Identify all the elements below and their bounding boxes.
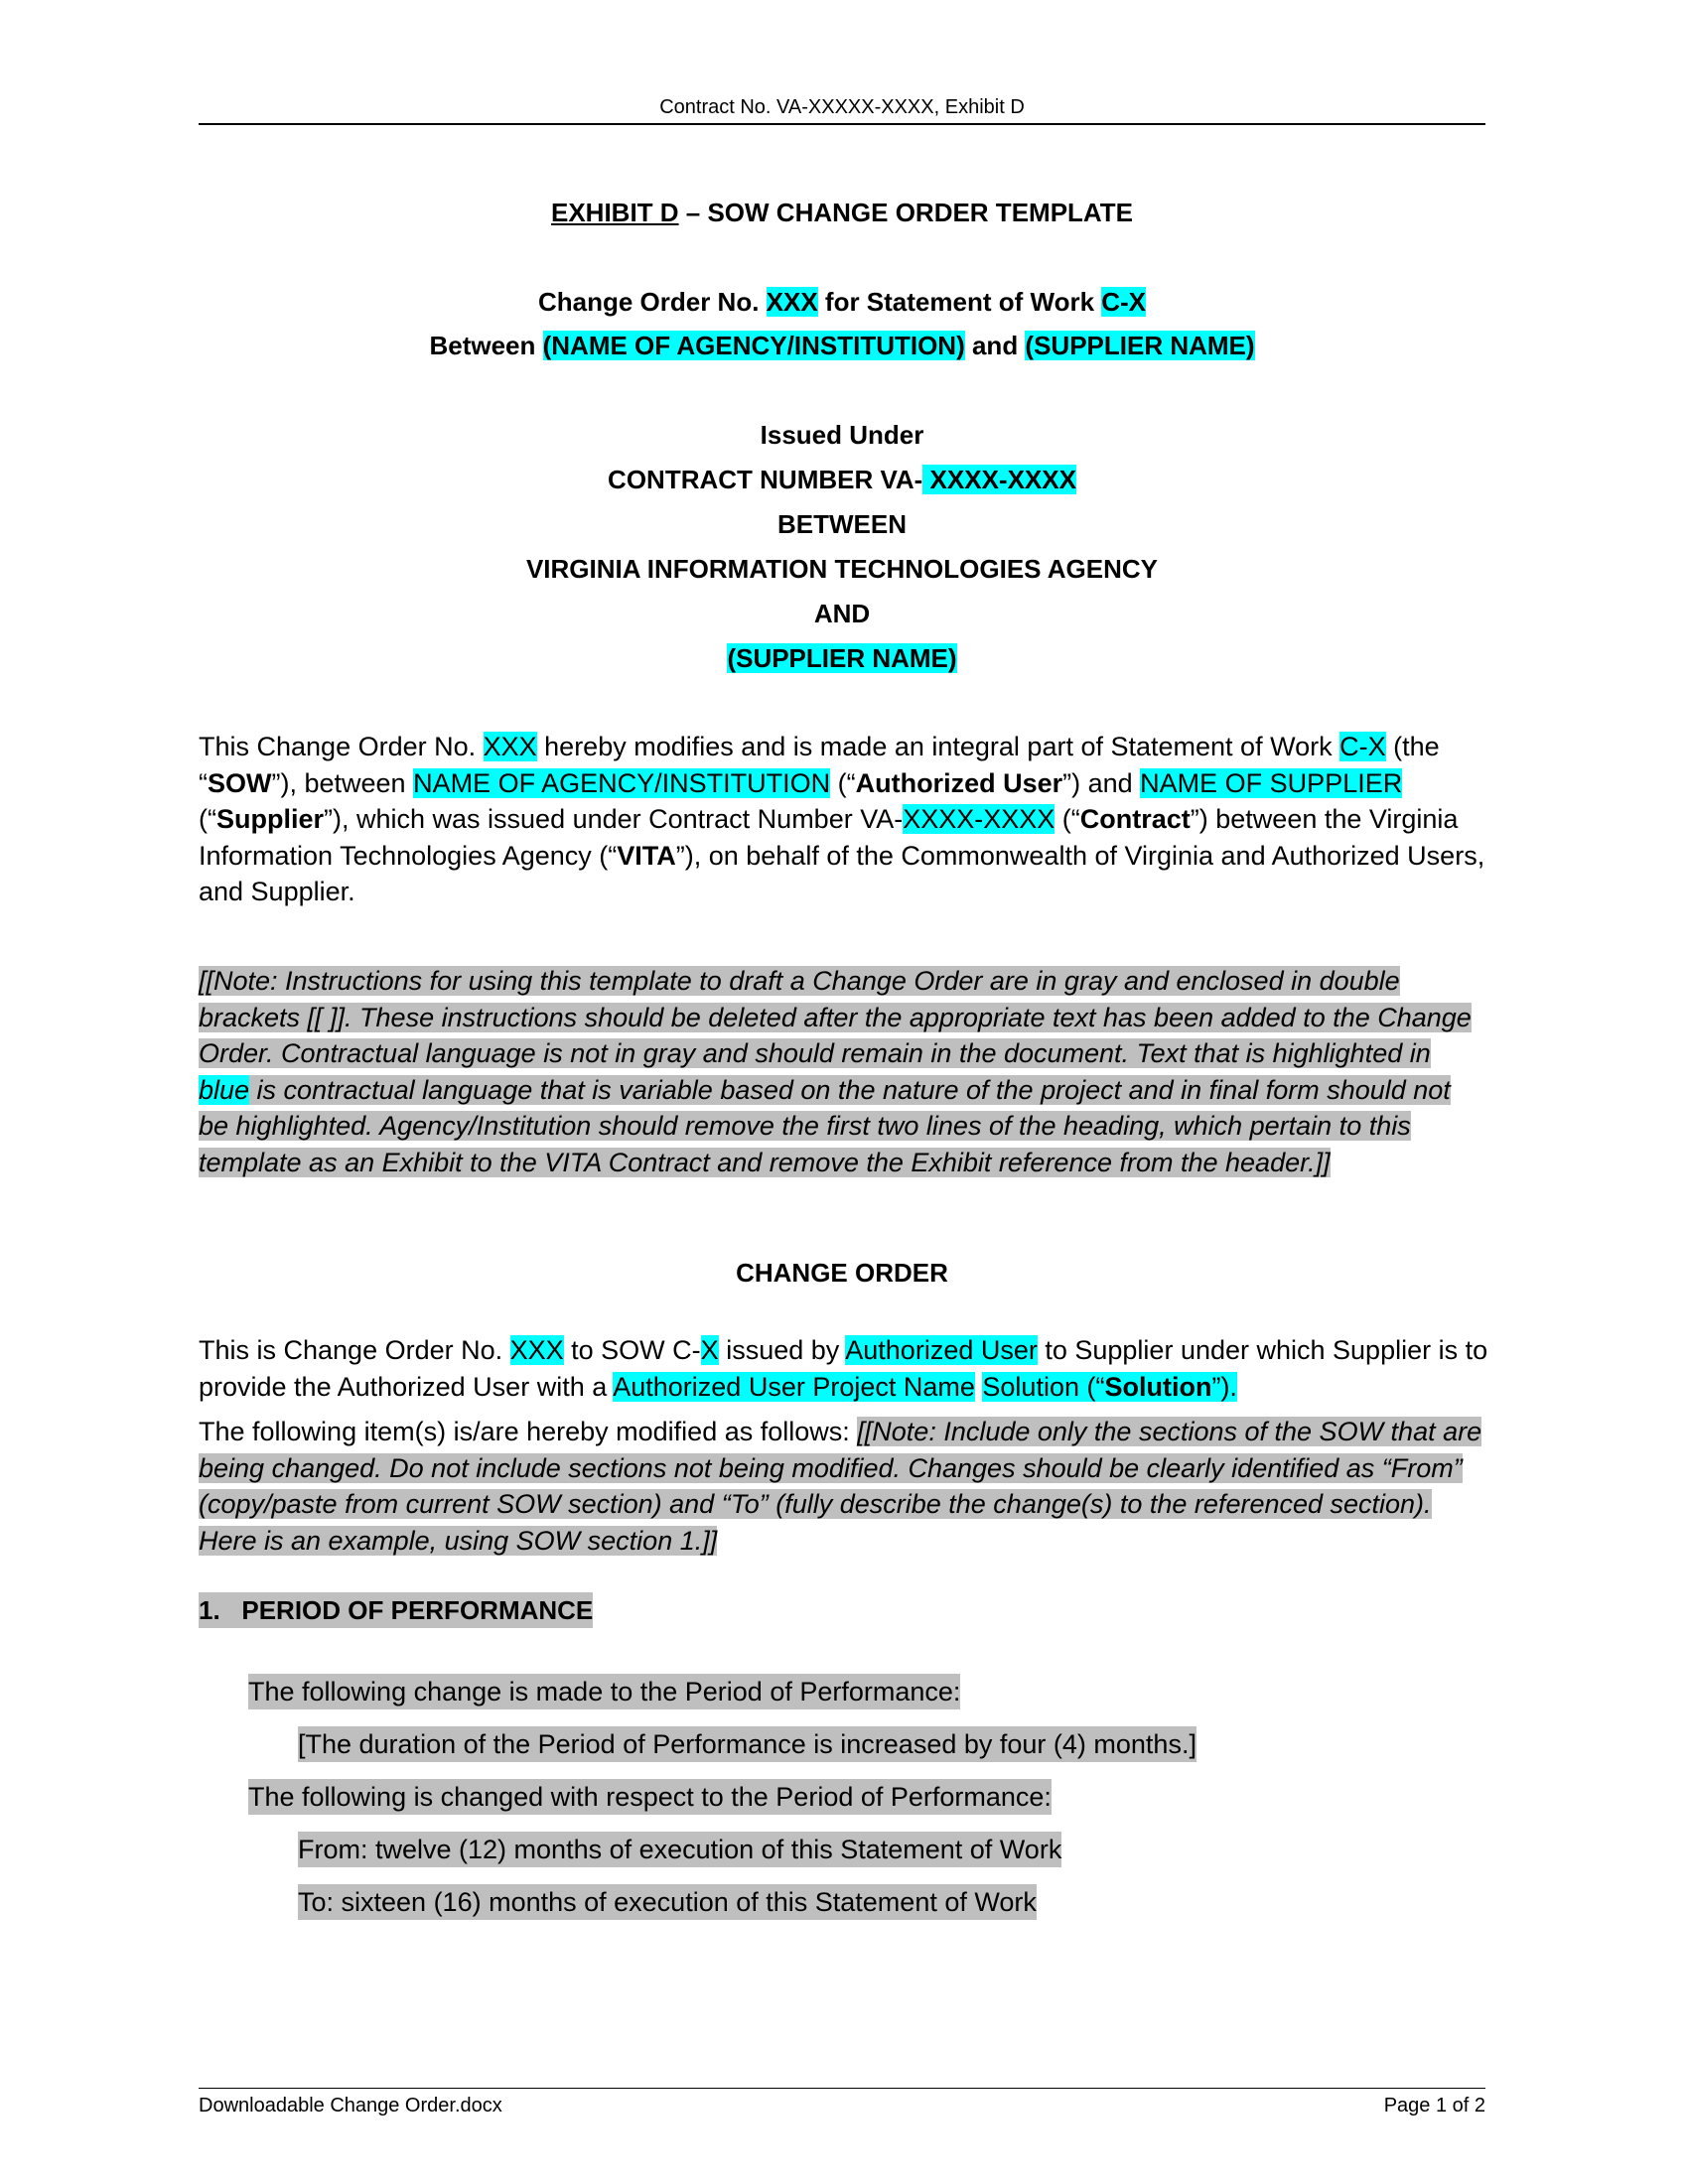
agency-placeholder: (NAME OF AGENCY/INSTITUTION): [542, 331, 965, 360]
change-line-to: To: sixteen (16) months of execution of this Statement of Work: [298, 1884, 1037, 1920]
blue-highlight-example: blue: [199, 1074, 250, 1105]
between-line: Between (NAME OF AGENCY/INSTITUTION) and (SUPPLIER NAME): [429, 331, 1255, 360]
vita-heading: VIRGINIA INFORMATION TECHNOLOGIES AGENCY: [525, 554, 1159, 584]
change-order-paragraph: This is Change Order No. XXX to SOW C-X issued by Authorized User to Supplier under which Supplier is to provide the Authorized User with a Authorized User Project Name Solution (“Solution”).: [199, 1335, 1488, 1402]
and-heading: AND: [813, 599, 871, 628]
header-rule: [199, 123, 1485, 125]
document-title: [199, 195, 1485, 230]
intro-paragraph: This Change Order No. XXX hereby modifies and is made an integral part of Statement of Work C-X (the “SOW”), between NAME OF AGENCY/INSTITUTION (“Authorized User”) and NAME OF SUPPLIER (“Supplier”), which was issued under Contract Number VA-XXXX-XXXX (“Contract”) between the Virginia Information Technologies Agency (“VITA”), on behalf of the Commonwealth of Virginia and Authorized Users, and Supplier.: [199, 732, 1485, 906]
footer-filename: Downloadable Change Order.docx: [199, 2095, 502, 2116]
modification-paragraph: The following item(s) is/are hereby modified as follows: [[Note: Include only the sections of the SOW that are being changed. Do not include sections not being modified. Changes should be clearly identified as “From” (copy/paste from current SOW section) and “To” (fully describe the change(s) to the referenced section). Here is an example, using SOW section 1.]]: [199, 1417, 1482, 1556]
exhibit-label: EXHIBIT D: [550, 198, 679, 227]
co-number-placeholder: XXX: [766, 287, 818, 317]
change-order-line: Change Order No. XXX for Statement of Work C-X: [537, 287, 1147, 317]
change-order-heading: CHANGE ORDER: [736, 1258, 948, 1288]
sow-number-placeholder: C-X: [1101, 287, 1147, 317]
change-line-from: From: twelve (12) months of execution of this Statement of Work: [298, 1832, 1061, 1867]
change-line-1: The following change is made to the Period of Performance:: [248, 1674, 960, 1709]
instructions-note: [[Note: Instructions for using this template to draft a Change Order are in gray and enclosed in double brackets [[ ]]. These instructions should be deleted after the appropriate text has been added to the Change Order. Contractual language is not in gray and should remain in the document. Text that is highlighted in blue is contractual language that is variable based on the nature of the project and in final form should not be highlighted. Agency/Institution should remove the first two lines of the heading, which pertain to this template as an Exhibit to the VITA Contract and remove the Exhibit reference from the header.]]: [199, 966, 1472, 1177]
issued-under: Issued Under: [760, 420, 924, 450]
section-1-heading: 1. PERIOD OF PERFORMANCE: [199, 1592, 593, 1628]
supplier-placeholder: (SUPPLIER NAME): [1025, 331, 1255, 360]
footer-page-number: Page 1 of 2: [1383, 2095, 1485, 2116]
footer-rule: [199, 2088, 1485, 2089]
change-line-3: The following is changed with respect to the Period of Performance:: [248, 1779, 1052, 1815]
modification-note: [[Note: Include only the sections of the SOW that are being changed. Do not include sections not being modified. Changes should be clearly identified as “From” (copy/paste from current SOW section) and “To” (fully describe the change(s) to the referenced section). Here is an example, using SOW section 1.]]: [199, 1417, 1482, 1556]
contract-number-line: CONTRACT NUMBER VA- XXXX-XXXX: [608, 465, 1076, 494]
page-header: Contract No. VA-XXXXX-XXXX, Exhibit D: [659, 96, 1025, 118]
change-line-2: [The duration of the Period of Performance is increased by four (4) months.]: [298, 1726, 1196, 1762]
title-rest: – SOW CHANGE ORDER TEMPLATE: [678, 198, 1133, 227]
supplier-heading: (SUPPLIER NAME): [727, 643, 957, 673]
between-heading: BETWEEN: [777, 509, 907, 539]
contract-number-placeholder: XXXX-XXXX: [922, 465, 1076, 494]
